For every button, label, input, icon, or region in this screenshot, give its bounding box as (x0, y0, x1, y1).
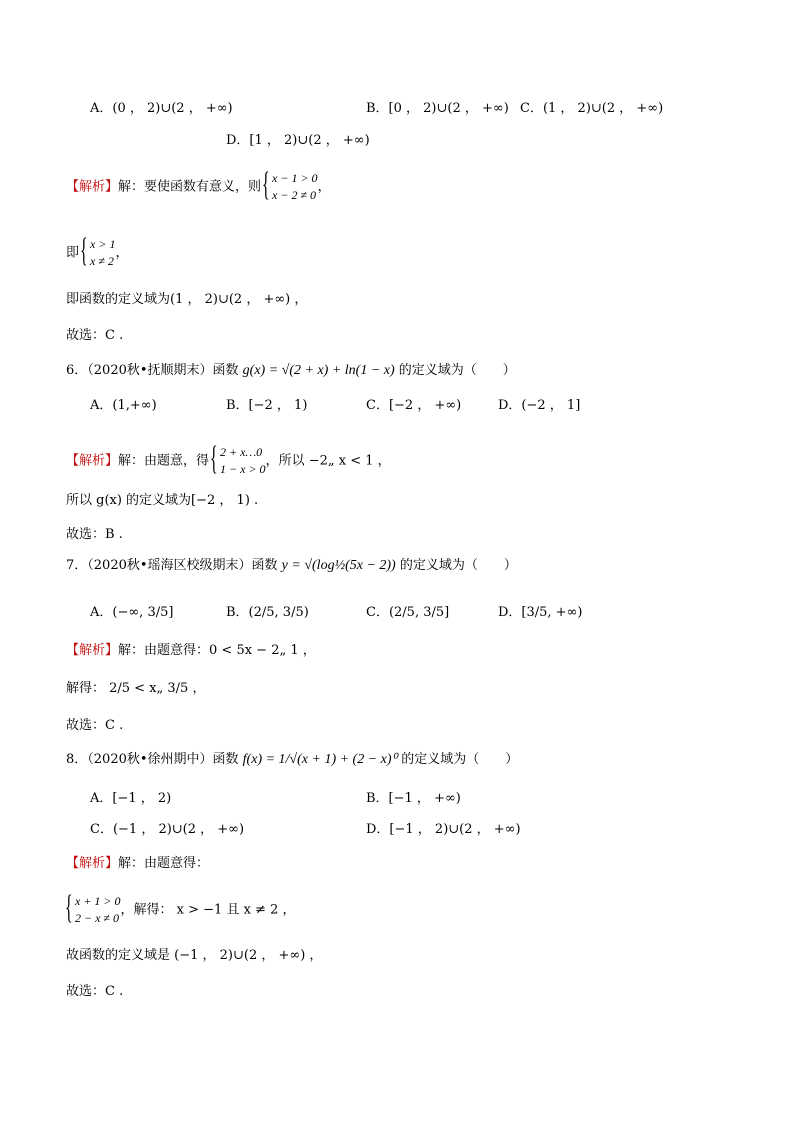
q5-step1: 即 { x > 1 x ≠ 2 ， (66, 236, 128, 270)
analysis-tag: 【解析】 (66, 643, 119, 658)
stem-suffix: 的定义域为（ ） (399, 558, 517, 573)
q7-option-c: C．(2/5, 3/5] (366, 605, 450, 620)
q7-function: y = √(log½(5x − 2)) (281, 558, 396, 573)
q6-step1: 所以 g(x) 的定义域为[−2 ， 1) . (66, 493, 259, 508)
q7-analysis (66, 643, 316, 659)
stem-prefix: 8．（2020秋•徐州期中）函数 (66, 752, 239, 767)
condition-line: x ≠ 2 (90, 254, 114, 268)
q8-step1 (66, 893, 295, 927)
q6-function: g(x) = √(2 + x) + ln(1 − x) (242, 363, 395, 378)
condition-line: { x + 1 > 0 (75, 894, 121, 908)
q6-option-c: C．[−2 ， +∞) (366, 398, 462, 413)
q6-option-d: D．(−2 ， 1] (498, 398, 581, 413)
q7-stem (66, 558, 517, 574)
q6-option-a: A．(1,+∞) (90, 398, 157, 413)
q6-option-b: B．[−2 ， 1) (226, 398, 308, 413)
condition-system (66, 893, 121, 927)
q5-answer: 故选：C . (66, 328, 124, 343)
q5-analysis: 【解析】解：要使函数有意义，则 { x − 1 > 0 x − 2 ≠ 0 ， (66, 170, 331, 204)
stem-suffix: 的定义域为（ ） (398, 363, 516, 378)
q5-option-a: A．(0 ， 2)∪(2 ， +∞) (90, 101, 233, 116)
analysis-text: 解：由题意，得 (118, 453, 210, 469)
condition-line: { x > 1 (90, 237, 116, 251)
q5-step2: 即函数的定义域为(1 ， 2)∪(2 ， +∞) ， (66, 292, 308, 307)
analysis-text: 解：由题意得：0 < 5x − 2„ 1 ， (118, 643, 316, 658)
q8-option-d: D．[−1 ， 2)∪(2 ， +∞) (366, 822, 521, 837)
q8-step2: 故函数的定义域是 (−1 ， 2)∪(2 ， +∞) ， (66, 948, 323, 963)
analysis-suffix: ，所以 −2„ x < 1 ， (265, 453, 391, 469)
analysis-tag: 【解析】 (66, 856, 119, 871)
q8-option-b: B．[−1 ， +∞) (366, 791, 461, 806)
condition-line: x − 2 ≠ 0 (272, 188, 317, 202)
step-prefix: 即 (66, 245, 80, 261)
q7-option-d: D．[3/5, +∞) (498, 605, 583, 620)
condition-line: { 2 + x…0 (220, 445, 263, 459)
q5-option-d: D．[1 ， 2)∪(2 ， +∞) (226, 133, 370, 148)
condition-system (263, 170, 318, 204)
q6-stem (66, 363, 516, 379)
q7-option-b: B．(2/5, 3/5) (226, 605, 309, 620)
q7-step1: 解得： 2/5 < x„ 3/5 ， (66, 681, 206, 696)
analysis-text: 解：要使函数有意义，则 (118, 179, 262, 195)
q7-option-a: A．(−∞, 3/5] (90, 605, 174, 620)
q8-function: f(x) = 1/√(x + 1) + (2 − x)⁰ (242, 752, 398, 767)
q8-analysis (66, 856, 209, 872)
stem-prefix: 7．（2020秋•瑶海区校级期末）函数 (66, 558, 278, 573)
condition-line: { x − 1 > 0 (272, 171, 318, 185)
q8-option-c: C．(−1 ， 2)∪(2 ， +∞) (90, 822, 245, 837)
analysis-text: 解：由题意得： (118, 856, 210, 871)
condition-system (81, 236, 115, 270)
q6-analysis (66, 444, 391, 478)
q5-option-b: B．[0 ， 2)∪(2 ， +∞) (366, 101, 509, 116)
q8-option-a: A．[−1 ， 2) (90, 791, 172, 806)
analysis-tag: 【解析】 (66, 179, 119, 195)
analysis-tag: 【解析】 (66, 453, 119, 469)
q6-answer: 故选：B . (66, 527, 123, 542)
condition-line: 2 − x ≠ 0 (75, 911, 120, 925)
q5-option-c: C．(1 ， 2)∪(2 ， +∞) (520, 101, 664, 116)
stem-prefix: 6．（2020秋•抚顺期末）函数 (66, 363, 239, 378)
analysis-suffix: ，解得： x > −1 且 x ≠ 2 ， (120, 902, 296, 918)
q8-answer: 故选：C . (66, 984, 124, 999)
q7-answer: 故选：C . (66, 718, 124, 733)
q8-stem (66, 752, 518, 768)
condition-line: 1 − x > 0 (220, 462, 266, 476)
condition-system (211, 444, 266, 478)
stem-suffix: 的定义域为（ ） (401, 752, 519, 767)
